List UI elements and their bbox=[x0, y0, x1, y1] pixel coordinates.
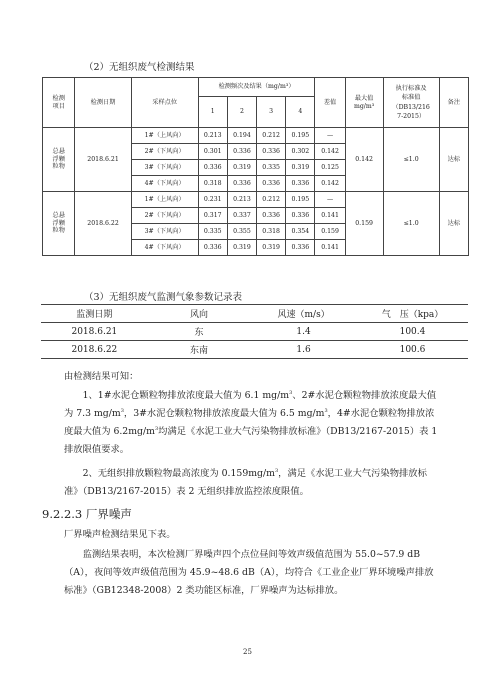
point-cell: 2#（下风向） bbox=[131, 144, 198, 160]
value-cell: 0.355 bbox=[227, 224, 256, 240]
page-number: 25 bbox=[243, 648, 252, 656]
section3-title: （3）无组织废气监测气象参数记录表 bbox=[84, 292, 243, 303]
value-cell: 0.336 bbox=[257, 208, 286, 224]
superscript: 3 bbox=[274, 467, 279, 474]
conclusion-paragraph-2 bbox=[64, 465, 440, 501]
point-cell: 1#（上风向） bbox=[131, 128, 198, 144]
diff-cell: 0.125 bbox=[315, 160, 345, 176]
point-cell: 1#（上风向） bbox=[131, 192, 198, 208]
diff-cell: 0.141 bbox=[315, 240, 345, 256]
value-cell: 0.318 bbox=[198, 176, 227, 192]
date-cell: 2018.6.21 bbox=[75, 128, 131, 192]
header-freq: 检测频次及结果（mg/m³） bbox=[198, 78, 315, 97]
section-heading: 9.2.2.3 厂界噪声 bbox=[42, 507, 132, 521]
value-cell: 0.319 bbox=[286, 160, 315, 176]
value-cell: 0.336 bbox=[227, 176, 256, 192]
value-cell: 0.194 bbox=[227, 128, 256, 144]
weather-header-direction: 风向 bbox=[148, 305, 250, 323]
conclusion-paragraph-1 bbox=[64, 387, 440, 459]
weather-table bbox=[41, 304, 468, 359]
point-cell: 2#（下风向） bbox=[131, 208, 198, 224]
para1-text: 、2#水泥仓颗粒物排放浓度最大值为 7.3 mg/m bbox=[64, 390, 437, 419]
header-f4: 4 bbox=[286, 97, 315, 128]
value-cell: 0.302 bbox=[286, 144, 315, 160]
date-cell: 2018.6.22 bbox=[75, 192, 131, 256]
value-cell: 0.336 bbox=[198, 160, 227, 176]
emission-results-table bbox=[42, 77, 469, 256]
table-row bbox=[41, 341, 468, 359]
value-cell: 0.336 bbox=[198, 240, 227, 256]
value-cell: 0.354 bbox=[286, 224, 315, 240]
value-cell: 0.195 bbox=[286, 128, 315, 144]
value-cell: 0.337 bbox=[227, 208, 256, 224]
standard-cell: ≤1.0 bbox=[383, 192, 439, 256]
diff-cell: 0.159 bbox=[315, 224, 345, 240]
header-max: 最大值 mg/m³ bbox=[345, 78, 383, 128]
weather-cell: 1.6 bbox=[250, 341, 357, 359]
para1-text: ，4#水泥仓颗粒物排放浓度最大值为 6.2mg/m bbox=[64, 408, 435, 437]
weather-header-date: 监测日期 bbox=[41, 305, 148, 323]
header-note: 备注 bbox=[439, 78, 468, 128]
header-std: 执行标准及 标准值 （DB13/216 7-2015） bbox=[383, 78, 439, 128]
point-cell: 4#（下风向） bbox=[131, 240, 198, 256]
diff-cell: 0.142 bbox=[315, 176, 345, 192]
max-cell: 0.159 bbox=[345, 192, 383, 256]
diff-cell: — bbox=[315, 192, 345, 208]
weather-cell: 2018.6.22 bbox=[41, 341, 148, 359]
value-cell: 0.336 bbox=[286, 208, 315, 224]
value-cell: 0.301 bbox=[198, 144, 227, 160]
value-cell: 0.319 bbox=[257, 240, 286, 256]
value-cell: 0.317 bbox=[198, 208, 227, 224]
value-cell: 0.336 bbox=[257, 144, 286, 160]
value-cell: 0.336 bbox=[286, 176, 315, 192]
diff-cell: 0.142 bbox=[315, 144, 345, 160]
weather-cell: 东南 bbox=[148, 341, 250, 359]
header-item: 检测 项目 bbox=[43, 78, 75, 128]
value-cell: 0.336 bbox=[227, 144, 256, 160]
header-f2: 2 bbox=[227, 97, 256, 128]
para1-text: 均满足《水泥工业大气污染物排放标准》（DB13/2167-2015）表 1 排放限值要求。 bbox=[64, 426, 438, 455]
point-cell: 4#（下风向） bbox=[131, 176, 198, 192]
point-cell: 3#（下风向） bbox=[131, 224, 198, 240]
value-cell: 0.213 bbox=[227, 192, 256, 208]
section2-title: （2）无组织废气检测结果 bbox=[84, 62, 195, 73]
header-f3: 3 bbox=[257, 97, 286, 128]
table-row bbox=[41, 323, 468, 341]
note-cell: 达标 bbox=[439, 192, 468, 256]
results-intro: 由检测结果可知： bbox=[64, 371, 139, 382]
value-cell: 0.318 bbox=[257, 224, 286, 240]
item-cell: 总悬 浮颗 粒物 bbox=[43, 192, 75, 256]
item-cell: 总悬 浮颗 粒物 bbox=[43, 128, 75, 192]
para1-text: ，3#水泥仓颗粒物排放浓度最大值为 6.5 mg/m bbox=[123, 408, 325, 419]
value-cell: 0.336 bbox=[286, 240, 315, 256]
value-cell: 0.319 bbox=[227, 160, 256, 176]
weather-cell: 100.6 bbox=[357, 341, 468, 359]
max-cell: 0.142 bbox=[345, 128, 383, 192]
para1-text: 1、1#水泥仓颗粒物排放浓度最大值为 6.1 mg/m bbox=[82, 390, 290, 401]
para2-text: 2、无组织排放颗粒物最高浓度为 0.159mg/m bbox=[82, 468, 275, 479]
diff-cell: 0.141 bbox=[315, 208, 345, 224]
noise-paragraph: 监测结果表明，本次检测厂界噪声四个点位昼间等效声级值范围为 55.0~57.9 dB（A），夜间等效声级值范围为 45.9~48.6 dB（A），均符合《工业企业厂界环境噪声排放标准》（GB12348-2008）2 类功能区标准，厂界噪声为达标排放。 bbox=[64, 549, 434, 596]
para2-text: ，满足《水泥工业大气污染物排放标准》（DB13/2167-2015）表 2 无组织排放监控浓度限值。 bbox=[64, 468, 427, 497]
weather-header-pressure: 气 压（kpa） bbox=[357, 305, 468, 323]
noise-intro: 厂界噪声检测结果见下表。 bbox=[64, 529, 176, 540]
header-point: 采样点位 bbox=[131, 78, 198, 128]
point-cell: 3#（下风向） bbox=[131, 160, 198, 176]
table-row bbox=[43, 128, 469, 144]
superscript: 3 bbox=[324, 407, 328, 414]
weather-cell: 1.4 bbox=[250, 323, 357, 341]
value-cell: 0.212 bbox=[257, 128, 286, 144]
value-cell: 0.335 bbox=[198, 224, 227, 240]
note-cell: 达标 bbox=[439, 128, 468, 192]
superscript: 3 bbox=[289, 389, 293, 396]
header-diff: 差值 bbox=[315, 78, 345, 128]
value-cell: 0.319 bbox=[227, 240, 256, 256]
value-cell: 0.335 bbox=[257, 160, 286, 176]
diff-cell: — bbox=[315, 128, 345, 144]
value-cell: 0.231 bbox=[198, 192, 227, 208]
standard-cell: ≤1.0 bbox=[383, 128, 439, 192]
value-cell: 0.212 bbox=[257, 192, 286, 208]
weather-cell: 2018.6.21 bbox=[41, 323, 148, 341]
weather-header-speed: 风速（m/s） bbox=[250, 305, 357, 323]
value-cell: 0.213 bbox=[198, 128, 227, 144]
value-cell: 0.336 bbox=[257, 176, 286, 192]
weather-cell: 东 bbox=[148, 323, 250, 341]
value-cell: 0.195 bbox=[286, 192, 315, 208]
superscript: 3 bbox=[120, 407, 124, 414]
header-date: 检测日期 bbox=[75, 78, 131, 128]
table-row bbox=[43, 192, 469, 208]
superscript: 3 bbox=[154, 425, 159, 432]
header-f1: 1 bbox=[198, 97, 227, 128]
weather-cell: 100.4 bbox=[357, 323, 468, 341]
